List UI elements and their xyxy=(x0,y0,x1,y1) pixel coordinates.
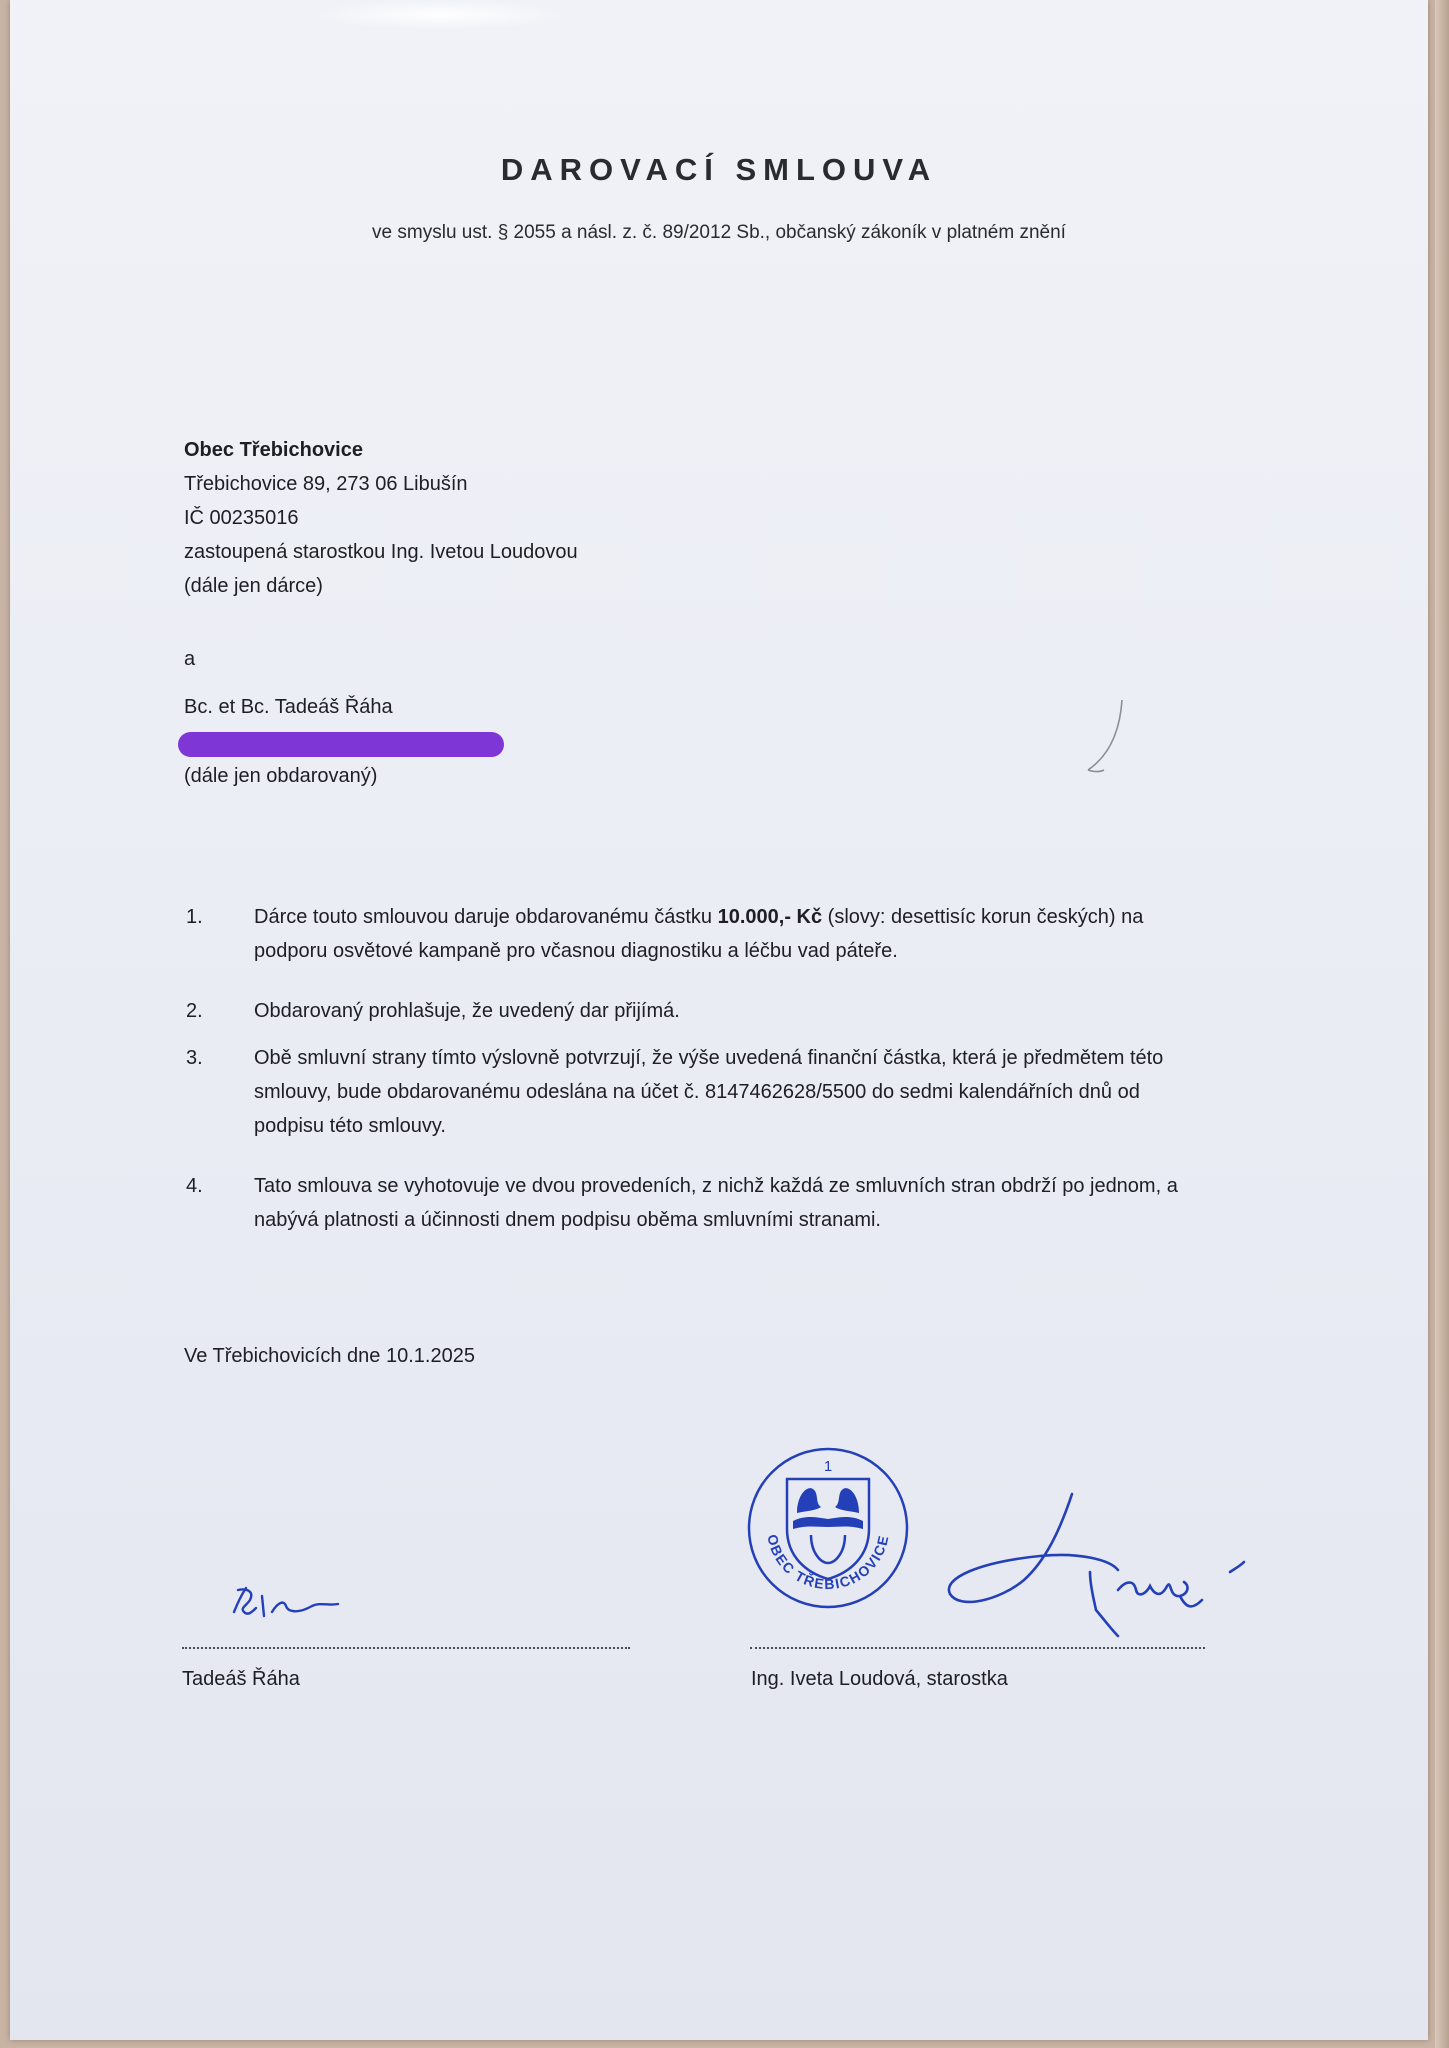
donor-role: (dále jen dárce) xyxy=(184,575,323,597)
donor-ico: IČ 00235016 xyxy=(184,507,299,529)
conjunction: a xyxy=(184,648,196,670)
coat-of-arms-icon xyxy=(787,1479,869,1579)
recipient-name: Bc. et Bc. Tadeáš Řáha xyxy=(184,696,393,718)
place-date: Ve Třebichovicích dne 10.1.2025 xyxy=(184,1345,475,1367)
signature-name-left: Tadeáš Řáha xyxy=(182,1668,300,1690)
photo-glare xyxy=(310,0,570,30)
recipient-role: (dále jen obdarovaný) xyxy=(184,765,378,787)
clause-line: Tato smlouva se vyhotovuje ve dvou provedeních, z nichž každá ze smluvních stran obdrží po jednom, a xyxy=(254,1175,1178,1197)
clause-line: smlouvy, bude obdarovanému odeslána na účet č. 8147462628/5500 do sedmi kalendářních dnů od xyxy=(254,1081,1140,1103)
redaction-bar xyxy=(178,732,504,757)
clause-number: 2. xyxy=(186,1000,203,1022)
stamp-text: OBEC TŘEBICHOVICE xyxy=(764,1532,892,1593)
signature-name-right: Ing. Iveta Loudová, starostka xyxy=(751,1668,1008,1690)
stamp-number: 1 xyxy=(823,1458,833,1475)
signature-raha xyxy=(228,1582,368,1642)
document-title: DAROVACÍ SMLOUVA xyxy=(500,152,938,187)
donor-represented: zastoupená starostkou Ing. Ivetou Loudovou xyxy=(184,541,578,563)
clause-number: 3. xyxy=(186,1047,203,1069)
signature-line-left xyxy=(182,1647,630,1649)
clause-line: podpisu této smlouvy. xyxy=(254,1115,446,1137)
clause-line: podporu osvětové kampaně pro včasnou diagnostiku a léčbu vad páteře. xyxy=(254,940,898,962)
clause-line: Dárce touto smlouvou daruje obdarovanému částku 10.000,- Kč (slovy: desettisíc korun českých) na xyxy=(254,906,1144,928)
clause-line: Obě smluvní strany tímto výslovně potvrzují, že výše uvedená finanční částka, která je předmětem této xyxy=(254,1047,1164,1069)
donor-address: Třebichovice 89, 273 06 Libušín xyxy=(184,473,468,495)
clause-number: 4. xyxy=(186,1175,203,1197)
clause-number: 1. xyxy=(186,906,203,928)
pen-mark xyxy=(1070,690,1130,780)
donation-amount: 10.000,- Kč xyxy=(717,906,823,928)
document-subtitle: ve smyslu ust. § 2055 a násl. z. č. 89/2012 Sb., občanský zákoník v platném znění xyxy=(372,222,1066,243)
document-sheet xyxy=(10,0,1428,2040)
donor-name: Obec Třebichovice xyxy=(184,439,363,461)
clause-line: nabývá platnosti a účinnosti dnem podpisu oběma smluvními stranami. xyxy=(254,1209,881,1231)
signature-loudova xyxy=(940,1490,1280,1640)
paper-edge xyxy=(1435,0,1449,2048)
clause-line: Obdarovaný prohlašuje, že uvedený dar přijímá. xyxy=(254,1000,680,1022)
signature-line-right xyxy=(750,1647,1205,1649)
donor-block xyxy=(184,433,578,603)
municipal-stamp xyxy=(745,1445,911,1611)
